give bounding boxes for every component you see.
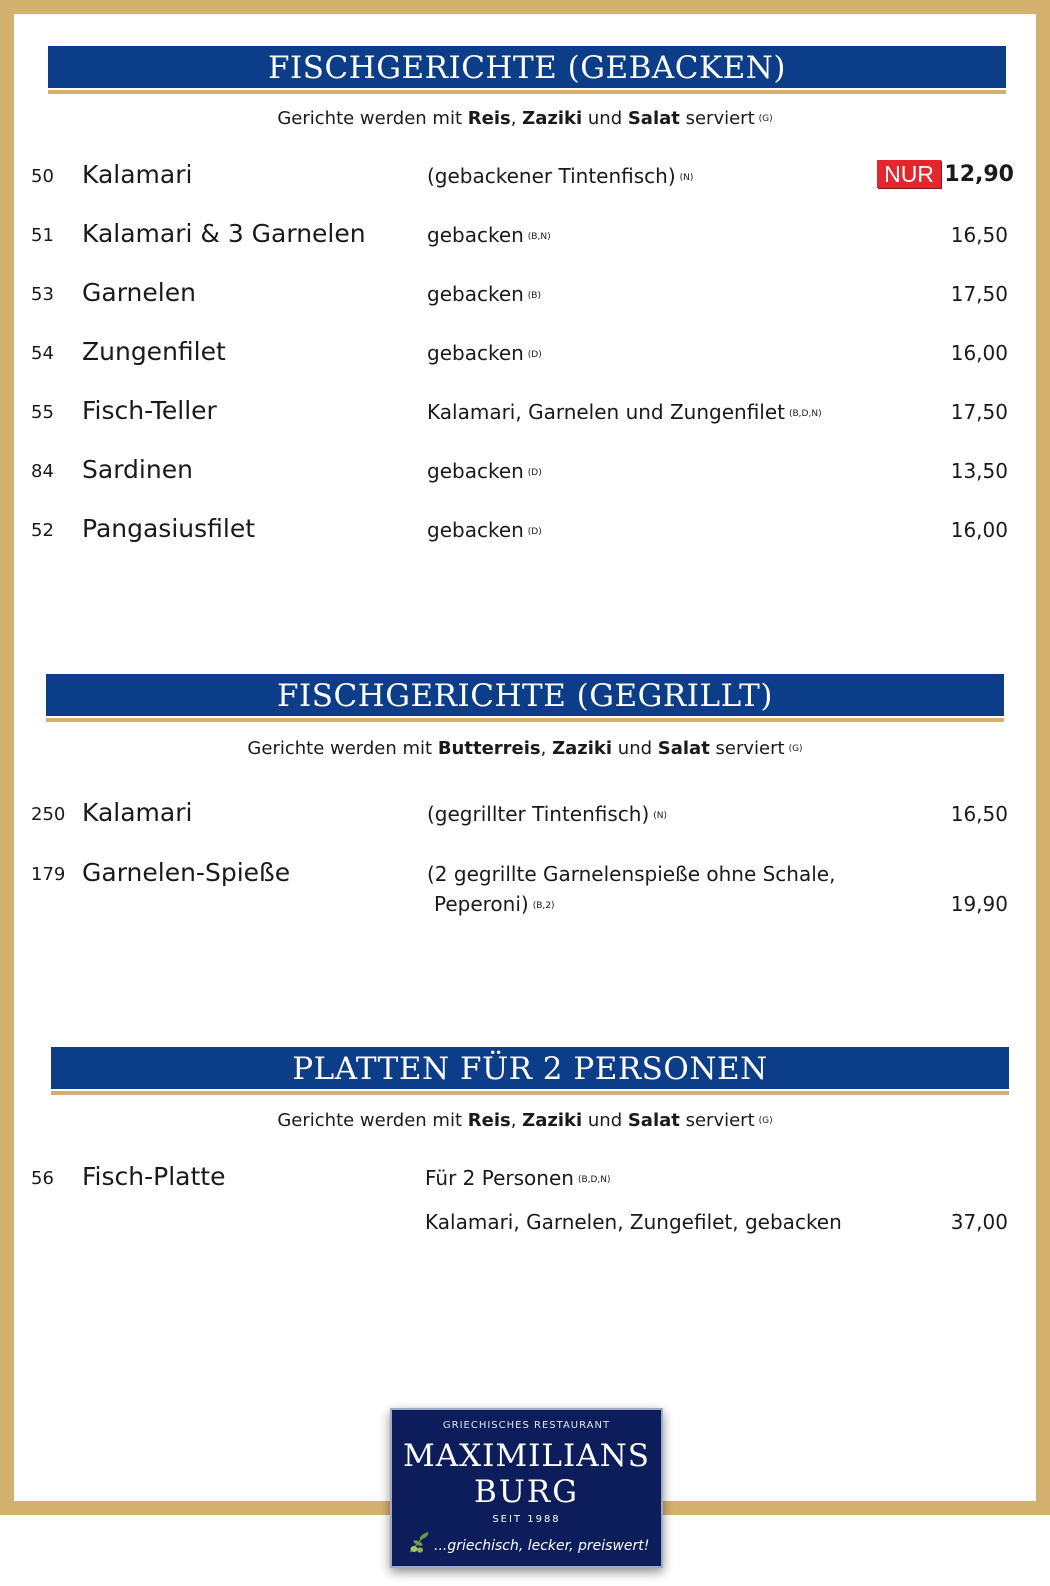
item-name: Zungenfilet <box>82 337 226 366</box>
logo-slogan: ...griechisch, lecker, preiswert! <box>434 1538 650 1554</box>
section-subtitle: Gerichte werden mit Butterreis, Zaziki und Salat serviert (G) <box>247 738 803 759</box>
item-description-line2: Peperoni) (B,2) <box>434 892 555 916</box>
item-price: 37,00 <box>950 1210 1008 1234</box>
logo-since: SEIT 1988 <box>492 1514 561 1525</box>
item-description: gebacken (D) <box>427 518 542 542</box>
item-price: 16,50 <box>950 223 1008 247</box>
item-price: 12,90 <box>944 162 1014 187</box>
item-description: (2 gegrillte Garnelenspieße ohne Schale, <box>427 862 836 886</box>
item-number: 84 <box>31 461 54 482</box>
item-price: 13,50 <box>950 459 1008 483</box>
item-number: 250 <box>31 804 66 825</box>
item-number: 56 <box>31 1168 54 1189</box>
menu-item <box>0 219 1050 259</box>
item-description: Kalamari, Garnelen und Zungenfilet (B,D,N) <box>427 400 822 424</box>
menu-item <box>0 160 1050 200</box>
item-number: 54 <box>31 343 54 364</box>
item-price: 16,00 <box>950 518 1008 542</box>
item-description: (gebackener Tintenfisch) (N) <box>427 164 694 188</box>
nur-badge: NUR <box>877 160 941 188</box>
section-title: FISCHGERICHTE (GEGRILLT) <box>46 674 1004 716</box>
section-underline <box>48 90 1006 94</box>
section-underline <box>46 718 1004 722</box>
section-subtitle: Gerichte werden mit Reis, Zaziki und Salat serviert (G) <box>277 1110 773 1131</box>
item-price: 16,50 <box>950 802 1008 826</box>
menu-item <box>0 278 1050 318</box>
item-description: (gegrillter Tintenfisch) (N) <box>427 802 668 826</box>
item-description: gebacken (B) <box>427 282 541 306</box>
item-number: 50 <box>31 166 54 187</box>
item-number: 179 <box>31 864 66 885</box>
item-number: 52 <box>31 520 54 541</box>
item-name: Garnelen-Spieße <box>82 858 291 887</box>
item-number: 51 <box>31 225 54 246</box>
item-price: 16,00 <box>950 341 1008 365</box>
section-title: PLATTEN FÜR 2 PERSONEN <box>51 1047 1009 1089</box>
menu-item <box>0 514 1050 554</box>
section-title: FISCHGERICHTE (GEBACKEN) <box>48 46 1006 88</box>
item-name: Kalamari & 3 Garnelen <box>82 219 366 248</box>
section-subtitle: Gerichte werden mit Reis, Zaziki und Salat serviert (G) <box>277 108 773 129</box>
item-price: 17,50 <box>950 400 1008 424</box>
logo-name-line1: MAXIMILIANS <box>402 1438 650 1474</box>
item-name: Sardinen <box>82 455 193 484</box>
menu-item <box>0 858 1050 938</box>
item-price: 19,90 <box>950 892 1008 916</box>
logo-subtitle: GRIECHISCHES RESTAURANT <box>442 1420 611 1431</box>
item-name: Fisch-Platte <box>82 1162 226 1191</box>
menu-item <box>0 396 1050 436</box>
item-description: gebacken (B,N) <box>427 223 551 247</box>
item-name: Kalamari <box>82 160 193 189</box>
item-price: 17,50 <box>950 282 1008 306</box>
item-number: 55 <box>31 402 54 423</box>
item-name: Garnelen <box>82 278 196 307</box>
item-name: Fisch-Teller <box>82 396 217 425</box>
item-name: Pangasiusfilet <box>82 514 256 543</box>
section-underline <box>51 1091 1009 1095</box>
menu-item <box>0 337 1050 377</box>
restaurant-logo <box>390 1408 663 1568</box>
menu-item <box>0 1162 1050 1252</box>
item-description: gebacken (D) <box>427 341 542 365</box>
logo-name-line2: BURG <box>473 1474 579 1510</box>
item-description-line2: Kalamari, Garnelen, Zungefilet, gebacken <box>425 1210 842 1234</box>
item-name: Kalamari <box>82 798 193 827</box>
item-description: gebacken (D) <box>427 459 542 483</box>
item-number: 53 <box>31 284 54 305</box>
item-description: Für 2 Personen (B,D,N) <box>425 1166 611 1190</box>
menu-item <box>0 455 1050 495</box>
menu-item <box>0 798 1050 838</box>
